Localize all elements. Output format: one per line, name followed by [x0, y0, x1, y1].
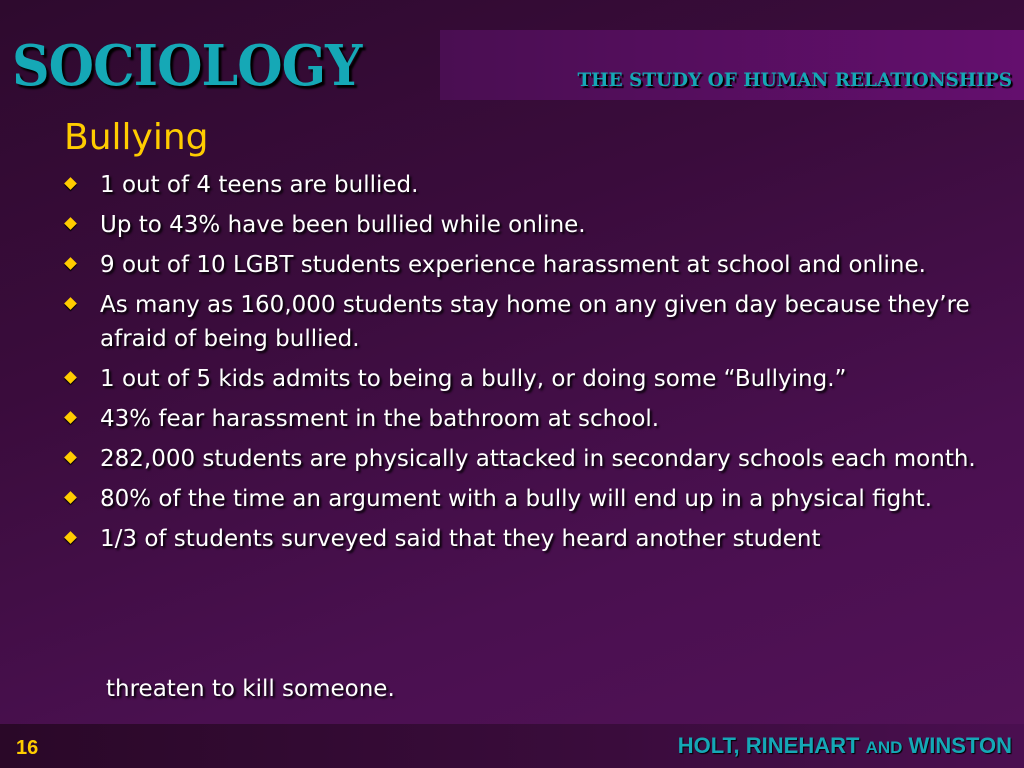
- slide-header: [0, 0, 1024, 102]
- diamond-bullet-icon: [64, 177, 77, 190]
- bullet-text: 80% of the time an argument with a bully will end up in a physical fight.: [100, 486, 933, 512]
- diamond-bullet-icon: [64, 531, 77, 544]
- page-number: 16: [16, 737, 39, 759]
- sociology-logo: SOCIOLOGY: [12, 33, 362, 99]
- diamond-bullet-icon: [64, 491, 77, 504]
- slide-title: Bullying: [64, 117, 209, 158]
- bullet-item: [64, 362, 984, 396]
- bullet-item: [64, 402, 984, 436]
- bullet-text: 1 out of 5 kids admits to being a bully, or doing some “Bullying.”: [100, 366, 847, 392]
- diamond-bullet-icon: [64, 451, 77, 464]
- diamond-bullet-icon: [64, 371, 77, 384]
- header-subtitle: THE STUDY OF HUMAN RELATIONSHIPS: [577, 69, 1012, 91]
- bullet-item: [64, 168, 984, 202]
- publisher-and: AND: [865, 738, 903, 757]
- bullet-text: 282,000 students are physically attacked in secondary schools each month.: [100, 446, 976, 472]
- bullet-item: [64, 248, 984, 282]
- diamond-bullet-icon: [64, 257, 77, 270]
- bullet-text: 43% fear harassment in the bathroom at school.: [100, 406, 660, 432]
- bullet-item: [64, 482, 984, 516]
- bullet-text: 1 out of 4 teens are bullied.: [100, 172, 419, 198]
- bullet-text: Up to 43% have been bullied while online.: [100, 212, 586, 238]
- bullet-list: [64, 168, 984, 562]
- bullet-item: [64, 442, 984, 476]
- bullet-item: [64, 208, 984, 242]
- publisher-name: [678, 732, 1012, 762]
- publisher-part1: HOLT, RINEHART: [677, 733, 866, 758]
- bullet-text: 1/3 of students surveyed said that they heard another student: [100, 526, 821, 552]
- bullet-item: [64, 288, 984, 356]
- diamond-bullet-icon: [64, 217, 77, 230]
- bullet-continuation: threaten to kill someone.: [106, 676, 395, 702]
- diamond-bullet-icon: [64, 411, 77, 424]
- bullet-text: As many as 160,000 students stay home on any given day because they’re afraid of being bullied.: [100, 292, 970, 352]
- diamond-bullet-icon: [64, 297, 77, 310]
- publisher-part2: WINSTON: [902, 733, 1012, 758]
- bullet-item: [64, 522, 984, 556]
- bullet-text: 9 out of 10 LGBT students experience harassment at school and online.: [100, 252, 926, 278]
